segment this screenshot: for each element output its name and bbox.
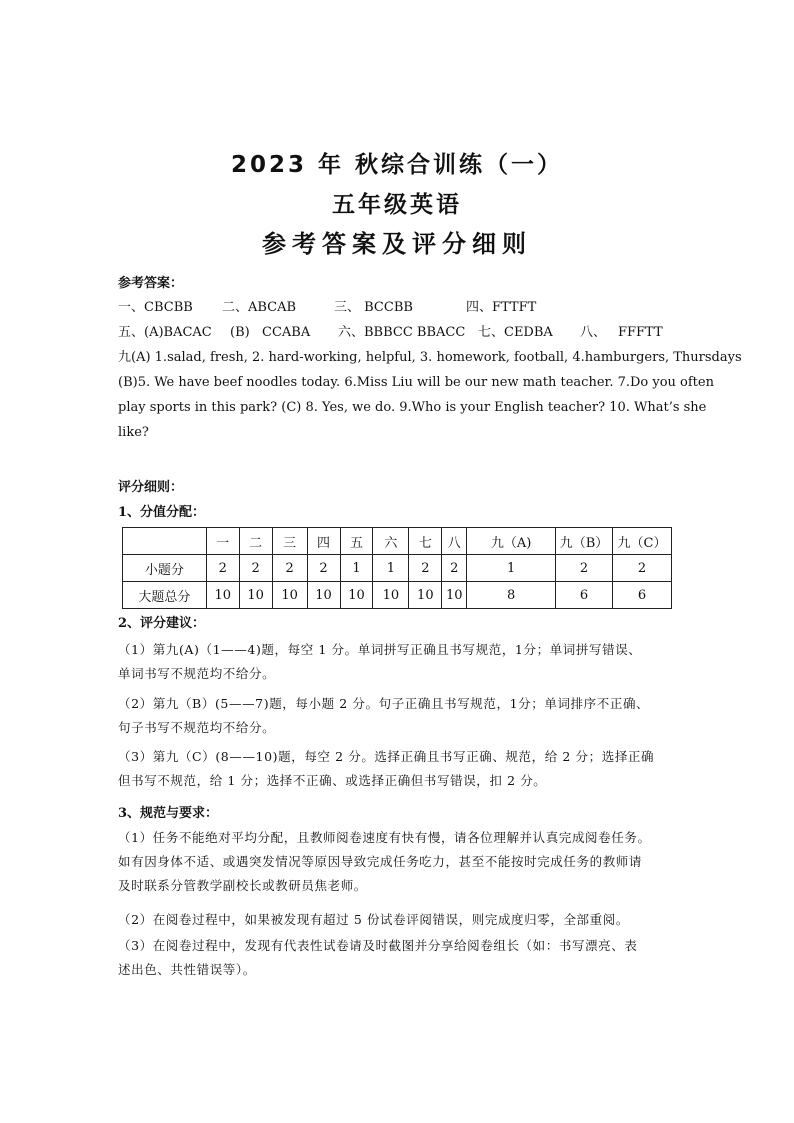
table-row-total-score	[123, 582, 672, 609]
table-cell: 2	[307, 555, 340, 582]
answers-row-4: (B)5. We have beef noodles today. 6.Miss Liu will be our new math teacher. 7.Do you often	[118, 375, 714, 390]
rule-2-2	[118, 692, 684, 740]
rule-line: （2）第九（B）(5——7)题，每小题 2 分。句子正确且书写规范，1分；单词排序不正确、	[118, 696, 650, 711]
table-cell: 1	[467, 555, 556, 582]
table-cell: 2	[239, 555, 272, 582]
rule-line: 单词书写不规范均不给分。	[118, 666, 276, 681]
table-cell: 10	[206, 582, 239, 609]
rule-2-3	[118, 745, 684, 793]
table-header-cell: 九（C）	[612, 528, 671, 555]
rule-line: 如有因身体不适、或遇突发情况等原因导致完成任务吃力，甚至不能按时完成任务的教师请	[118, 854, 643, 869]
section-2-heading: 2、评分建议：	[118, 616, 206, 631]
answer-part-8: FFFTT	[618, 325, 663, 340]
rule-line: （2）在阅卷过程中，如果被发现有超过 5 份试卷评阅错误，则完成度归零，全部重阅。	[118, 912, 629, 927]
table-row-item-score	[123, 555, 672, 582]
answers-row-2	[118, 325, 718, 341]
table-cell: 1	[373, 555, 409, 582]
title-line-1: 2023 年 秋综合训练（一）	[230, 152, 564, 178]
table-cell: 10	[340, 582, 373, 609]
answers-heading: 参考答案：	[118, 276, 184, 291]
table-cell: 1	[340, 555, 373, 582]
table-cell: 10	[307, 582, 340, 609]
answer-part-5a: 五、(A)BACAC	[118, 325, 212, 340]
table-header-cell: 八	[442, 528, 467, 555]
answer-part-5b-label: (B)	[230, 325, 250, 340]
rule-line: （3）第九（C）(8——10)题，每空 2 分。选择正确且书写正确、规范，给 2 分；选择正确	[118, 749, 655, 764]
rule-line: 句子书写不规范均不给分。	[118, 720, 276, 735]
table-cell: 10	[442, 582, 467, 609]
rule-line: （1）第九(A)（1——4)题，每空 1 分。单词拼写正确且书写规范，1分；单词拼写错误、	[118, 642, 642, 657]
table-cell: 8	[467, 582, 556, 609]
table-header-cell	[123, 528, 207, 555]
answer-part-6: 六、BBBCC BBACC	[338, 325, 466, 340]
table-cell: 2	[442, 555, 467, 582]
table-cell: 大题总分	[123, 582, 207, 609]
table-cell: 10	[272, 582, 307, 609]
rule-line: 但书写不规范，给 1 分；选择不正确、或选择正确但书写错误，扣 2 分。	[118, 773, 547, 788]
rule-3-3	[118, 934, 684, 982]
answers-row-6: like?	[118, 425, 149, 440]
table-header-cell: 一	[206, 528, 239, 555]
section-1-heading: 1、分值分配：	[118, 505, 206, 520]
rule-3-1	[118, 826, 684, 898]
rule-line: （1）任务不能绝对平均分配，且教师阅卷速度有快有慢，请各位理解并认真完成阅卷任务。	[118, 830, 651, 845]
answer-part-4: 四、FTTFT	[466, 300, 537, 315]
rule-2-1	[118, 638, 684, 686]
answer-part-3: 三、 BCCBB	[334, 300, 413, 315]
title-line-3: 参考答案及评分细则	[262, 230, 532, 258]
answer-part-2: 二、ABCAB	[222, 300, 297, 315]
rule-line: 及时联系分管教学副校长或教研员焦老师。	[118, 878, 367, 893]
answer-part-8-label: 八、	[580, 325, 607, 340]
table-header-row	[123, 528, 672, 555]
answers-row-5: play sports in this park? (C) 8. Yes, we do. 9.Who is your English teacher? 10. What’s she	[118, 400, 707, 415]
table-cell: 2	[409, 555, 442, 582]
answers-row-1	[118, 300, 718, 316]
table-cell: 2	[556, 555, 613, 582]
table-header-cell: 三	[272, 528, 307, 555]
table-cell: 2	[206, 555, 239, 582]
table-cell: 10	[239, 582, 272, 609]
rule-line: （3）在阅卷过程中，发现有代表性试卷请及时截图并分享给阅卷组长（如：书写漂亮、表	[118, 938, 638, 953]
table-header-cell: 九（B）	[556, 528, 613, 555]
table-header-cell: 五	[340, 528, 373, 555]
table-cell: 2	[612, 555, 671, 582]
table-cell: 小题分	[123, 555, 207, 582]
table-header-cell: 九（A)	[467, 528, 556, 555]
table-header-cell: 七	[409, 528, 442, 555]
rule-3-2	[118, 908, 684, 932]
title-line-2: 五年级英语	[332, 192, 462, 218]
rule-line: 述出色、共性错误等）。	[118, 962, 256, 977]
grading-heading: 评分细则：	[118, 480, 184, 495]
answers-row-3: 九(A) 1.salad, fresh, 2. hard-working, helpful, 3. homework, football, 4.hamburgers, Thursdays	[118, 350, 742, 365]
table-cell: 2	[272, 555, 307, 582]
table-header-cell: 四	[307, 528, 340, 555]
answer-part-7: 七、CEDBA	[478, 325, 553, 340]
table-header-cell: 二	[239, 528, 272, 555]
table-cell: 6	[612, 582, 671, 609]
answer-part-5b: CCABA	[262, 325, 311, 340]
table-cell: 10	[409, 582, 442, 609]
table-cell: 6	[556, 582, 613, 609]
answer-part-1: 一、CBCBB	[118, 300, 193, 315]
score-table	[122, 527, 672, 609]
table-header-cell: 六	[373, 528, 409, 555]
table-cell: 10	[373, 582, 409, 609]
section-3-heading: 3、规范与要求：	[118, 806, 219, 821]
